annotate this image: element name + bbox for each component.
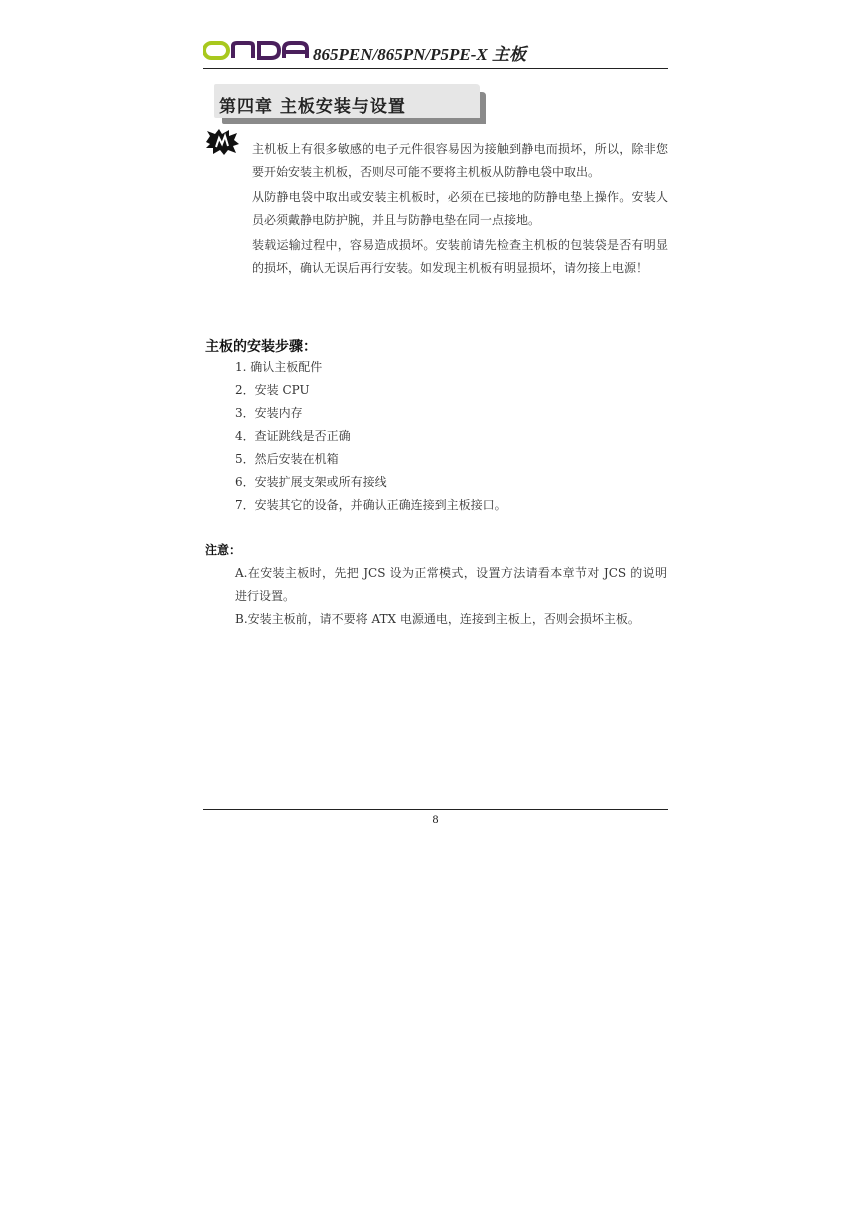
list-item: 7．安装其它的设备，并确认正确连接到主板接口。 — [235, 498, 507, 512]
list-item: 4．查证跳线是否正确 — [235, 429, 351, 443]
note-item: B.安装主板前，请不要将 ATX 电源通电，连接到主板上，否则会损坏主板。 — [235, 612, 640, 626]
chapter-title-tab — [214, 84, 482, 122]
install-steps-list — [235, 356, 507, 517]
warning-paragraph: 主机板上有很多敏感的电子元件很容易因为接触到静电而损坏，所以，除非您要开始安装主机板，否则尽可能不要将主机板从防静电袋中取出。 — [252, 142, 668, 179]
chapter-title: 第四章 主板安装与设置 — [219, 97, 406, 117]
notes-block — [235, 562, 667, 631]
warning-paragraph: 从防静电袋中取出或安装主机板时，必须在已接地的防静电垫上操作。安装人员必须戴静电防护腕，并且与防静电垫在同一点接地。 — [252, 190, 668, 227]
list-item: 2．安装 CPU — [235, 383, 310, 397]
page-header — [203, 38, 668, 69]
warning-hand-icon — [204, 128, 240, 156]
list-item: 6．安装扩展支架或所有接线 — [235, 475, 387, 489]
warning-paragraph: 装载运输过程中，容易造成损坏。安装前请先检查主机板的包装袋是否有明显的损坏，确认无误后再行安装。如发现主机板有明显损坏，请勿接上电源！ — [252, 238, 668, 275]
list-item: 1. 确认主板配件 — [235, 360, 323, 374]
header-model-title: 865PEN/865PN/P5PE-X 主板 — [313, 45, 526, 64]
list-item: 5．然后安装在机箱 — [235, 452, 339, 466]
footer-divider — [203, 809, 668, 810]
install-steps-heading: 主板的安装步骤： — [205, 339, 317, 355]
onda-logo — [203, 40, 313, 62]
page-number: 8 — [432, 812, 439, 826]
list-item: 3．安装内存 — [235, 406, 303, 420]
notes-heading: 注意： — [205, 543, 242, 557]
warning-text-block — [252, 138, 668, 282]
note-item: A.在安装主板时，先把 JCS 设为正常模式，设置方法请看本章节对 JCS 的说明进行设置。 — [235, 566, 667, 603]
